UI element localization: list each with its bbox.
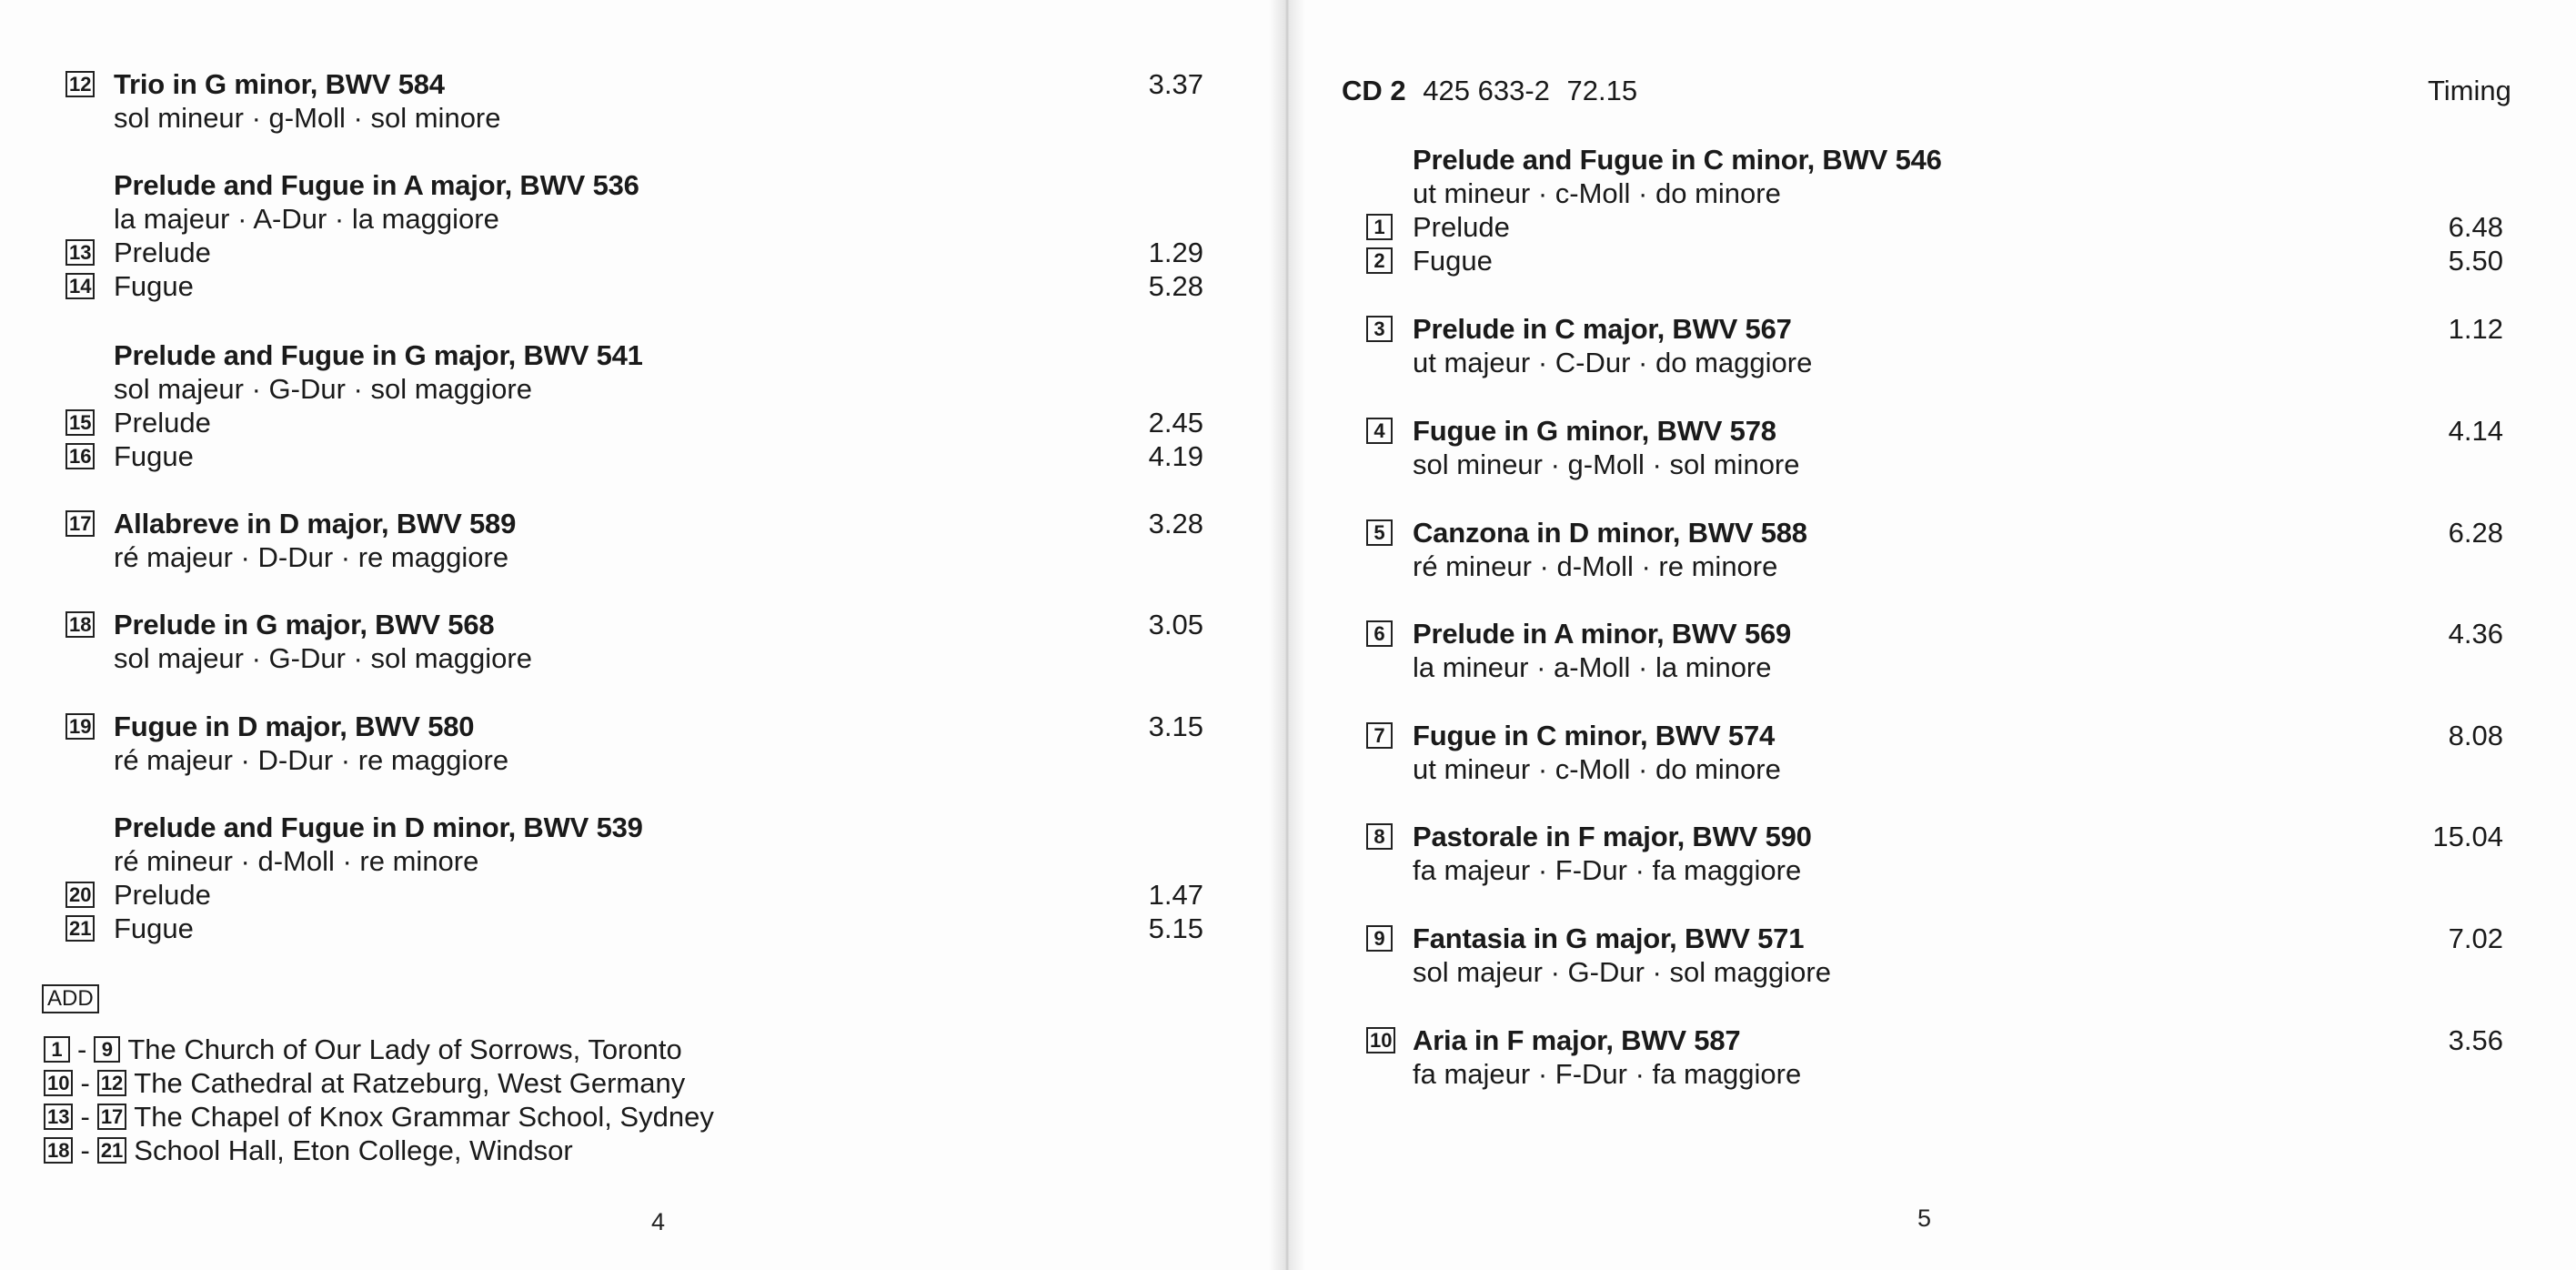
work-title-row [1296,820,2576,853]
cd-duration: 72.15 [1566,75,1638,106]
work-key-subtitle: ut mineur · c-Moll · do minore [1413,753,1781,785]
track-number-box: 4 [1366,418,1393,444]
work-title: Prelude and Fugue in D minor, BWV 539 [114,811,643,843]
range-dash: - [80,1101,90,1133]
work-key-subtitle-row [0,743,1278,777]
track-timing: 6.28 [2448,517,2503,549]
track-timing: 7.02 [2448,922,2503,954]
work-title: Prelude and Fugue in C minor, BWV 546 [1413,144,1942,176]
track-timing: 4.19 [1148,440,1203,472]
work-title-row [1296,719,2576,752]
work-title: Trio in G minor, BWV 584 [114,68,445,100]
movement-label: Fugue [114,912,194,944]
page-number-right: 5 [1917,1204,1932,1232]
work-key-subtitle-row [1296,650,2576,684]
work-key-subtitle-row [1296,955,2576,989]
track-timing: 15.04 [2432,821,2503,852]
track-range-end-box: 9 [94,1036,120,1063]
work-title-row [1296,922,2576,955]
track-number-box: 9 [1366,925,1393,952]
cd-label: CD 2 [1342,75,1406,106]
track-number-box: 13 [65,239,95,266]
venue-row [44,1134,573,1167]
track-timing: 6.48 [2448,211,2503,243]
track-timing: 1.47 [1148,879,1203,911]
movement-label-row [0,236,1278,269]
movement-label: Prelude [1413,211,1510,243]
movement-label-row [1296,244,2576,277]
work-key-subtitle: ré majeur · D-Dur · re maggiore [114,744,509,776]
movement-label-row [0,912,1278,945]
add-badge: ADD [42,984,99,1013]
catalog-number: 425 633-2 [1423,75,1550,106]
track-timing: 5.15 [1148,912,1203,944]
work-title: Fugue in C minor, BWV 574 [1413,720,1776,751]
track-timing: 8.08 [2448,720,2503,751]
track-number-box: 17 [65,510,95,537]
work-key-subtitle: sol majeur · G-Dur · sol maggiore [114,373,532,405]
work-key-subtitle: la majeur · A-Dur · la maggiore [114,203,499,235]
track-number-box: 7 [1366,722,1393,749]
movement-label-row [0,878,1278,912]
movement-label-row [0,269,1278,303]
track-timing: 2.45 [1148,407,1203,438]
work-key-subtitle: sol majeur · G-Dur · sol maggiore [1413,956,1831,988]
work-title-row [1296,516,2576,549]
track-range-end-box: 17 [97,1104,126,1130]
track-timing: 3.56 [2448,1024,2503,1056]
work-key-subtitle: ut mineur · c-Moll · do minore [1413,177,1781,209]
work-key-subtitle: sol mineur · g-Moll · sol minore [1413,449,1800,480]
track-number-box: 14 [65,273,95,299]
venue-name: The Chapel of Knox Grammar School, Sydney [134,1101,714,1133]
work-key-subtitle-row [1296,549,2576,583]
venue-row [44,1066,685,1100]
track-number-box: 12 [65,71,95,97]
venue-row [44,1033,682,1066]
movement-label-row [1296,210,2576,244]
venue-name: The Church of Our Lady of Sorrows, Toronto [127,1033,682,1065]
track-number-box: 5 [1366,519,1393,546]
work-title: Prelude in C major, BWV 567 [1413,313,1792,345]
venue-name: The Cathedral at Ratzeburg, West Germany [134,1067,686,1099]
work-key-subtitle: ré mineur · d-Moll · re minore [114,845,479,877]
left-page [0,0,1278,1270]
work-key-subtitle-row [1296,346,2576,379]
work-title: Fugue in D major, BWV 580 [114,711,475,742]
work-title-row [0,67,1278,101]
movement-label: Prelude [114,879,211,911]
range-dash: - [80,1067,90,1099]
work-title: Prelude and Fugue in A major, BWV 536 [114,169,639,201]
work-title-row [1296,143,2576,176]
work-title-row [0,811,1278,844]
track-number-box: 19 [65,713,95,740]
movement-label: Fugue [1413,245,1493,277]
work-title: Aria in F major, BWV 587 [1413,1024,1741,1056]
work-key-subtitle: ré majeur · D-Dur · re maggiore [114,541,509,573]
track-range-start-box: 18 [44,1137,73,1164]
work-key-subtitle-row [0,844,1278,878]
work-title-row [1296,617,2576,650]
right-page [1296,0,2576,1270]
track-number-box: 8 [1366,823,1393,850]
work-title-row [0,507,1278,540]
track-timing: 3.15 [1148,711,1203,742]
work-title-row [1296,1023,2576,1057]
track-timing: 3.05 [1148,609,1203,640]
track-number-box: 2 [1366,247,1393,274]
track-range-end-box: 12 [97,1070,126,1096]
track-number-box: 10 [1366,1027,1395,1053]
venue-row [44,1100,714,1134]
work-key-subtitle-row [0,202,1278,236]
movement-label: Prelude [114,237,211,268]
page-number-left: 4 [651,1208,666,1235]
track-timing: 3.28 [1148,508,1203,539]
track-number-box: 15 [65,409,95,436]
track-timing: 4.36 [2448,618,2503,650]
work-key-subtitle: fa majeur · F-Dur · fa maggiore [1413,1058,1802,1090]
movement-label: Fugue [114,270,194,302]
range-dash: - [77,1033,87,1065]
work-key-subtitle: ut majeur · C-Dur · do maggiore [1413,347,1813,378]
track-range-start-box: 1 [44,1036,70,1063]
track-range-end-box: 21 [97,1137,126,1164]
timing-header: Timing [2428,75,2511,106]
work-title-row [0,710,1278,743]
track-timing: 4.14 [2448,415,2503,447]
cd-header [1342,73,1637,109]
track-timing: 5.50 [2448,245,2503,277]
venue-name: School Hall, Eton College, Windsor [134,1134,573,1166]
track-number-box: 20 [65,882,95,908]
track-timing: 5.28 [1148,270,1203,302]
work-title: Canzona in D minor, BWV 588 [1413,517,1807,549]
work-key-subtitle: la mineur · a-Moll · la minore [1413,651,1772,683]
track-timing: 1.12 [2448,313,2503,345]
track-number-box: 1 [1366,214,1393,240]
work-title-row [0,168,1278,202]
track-range-start-box: 10 [44,1070,73,1096]
work-title: Prelude and Fugue in G major, BWV 541 [114,339,643,371]
range-dash: - [80,1134,90,1166]
work-title-row [1296,414,2576,448]
work-title: Fantasia in G major, BWV 571 [1413,922,1805,954]
work-key-subtitle-row [1296,448,2576,481]
track-timing: 1.29 [1148,237,1203,268]
work-key-subtitle-row [0,540,1278,574]
work-key-subtitle-row [1296,1057,2576,1091]
track-number-box: 6 [1366,620,1393,647]
work-key-subtitle: fa majeur · F-Dur · fa maggiore [1413,854,1802,886]
movement-label: Prelude [114,407,211,438]
work-key-subtitle-row [0,372,1278,406]
track-range-start-box: 13 [44,1104,73,1130]
work-key-subtitle-row [1296,176,2576,210]
work-title: Fugue in G minor, BWV 578 [1413,415,1776,447]
work-key-subtitle-row [0,641,1278,675]
work-title-row [0,338,1278,372]
track-number-box: 3 [1366,316,1393,342]
work-key-subtitle-row [1296,853,2576,887]
work-title-row [0,608,1278,641]
work-key-subtitle-row [1296,752,2576,786]
work-key-subtitle: ré mineur · d-Moll · re minore [1413,550,1778,582]
work-key-subtitle: sol mineur · g-Moll · sol minore [114,102,501,134]
work-key-subtitle-row [0,101,1278,135]
movement-label-row [0,439,1278,473]
work-title: Prelude in A minor, BWV 569 [1413,618,1792,650]
movement-label-row [0,406,1278,439]
movement-label: Fugue [114,440,194,472]
track-timing: 3.37 [1148,68,1203,100]
work-title: Allabreve in D major, BWV 589 [114,508,517,539]
track-number-box: 21 [65,915,95,942]
work-title: Prelude in G major, BWV 568 [114,609,495,640]
work-key-subtitle: sol majeur · G-Dur · sol maggiore [114,642,532,674]
work-title: Pastorale in F major, BWV 590 [1413,821,1812,852]
track-number-box: 18 [65,611,95,638]
track-number-box: 16 [65,443,95,469]
work-title-row [1296,312,2576,346]
